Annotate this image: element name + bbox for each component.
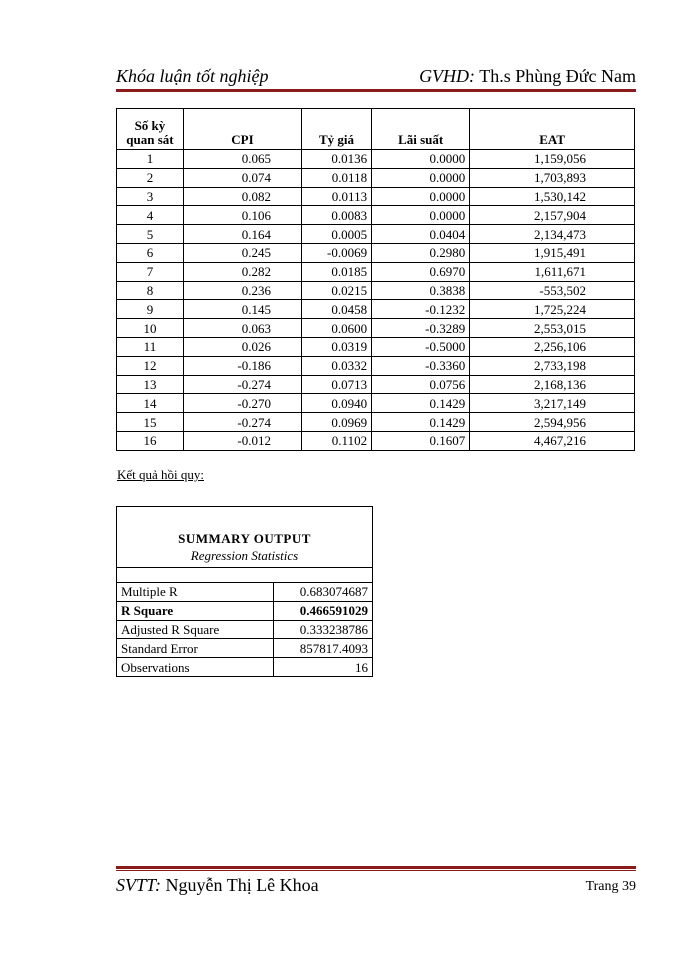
cell-eat: 1,159,056 — [470, 150, 635, 169]
summary-row — [117, 583, 373, 602]
cell-eat: 3,217,149 — [470, 394, 635, 413]
cell-observation: 13 — [117, 375, 184, 394]
table-row — [117, 300, 635, 319]
cell-eat: 2,256,106 — [470, 337, 635, 356]
col-header-exchange-rate: Tỷ giá — [302, 109, 372, 150]
cell-observation: 10 — [117, 319, 184, 338]
summary-label: Multiple R — [117, 583, 274, 602]
cell-cpi: -0.012 — [183, 431, 301, 450]
col-header-interest-rate: Lãi suất — [372, 109, 470, 150]
cell-interest-rate: 0.0756 — [372, 375, 470, 394]
cell-cpi: -0.274 — [183, 375, 301, 394]
regression-caption: Kết quả hồi quy: — [117, 467, 205, 482]
cell-eat: 1,703,893 — [470, 168, 635, 187]
table-row — [117, 187, 635, 206]
cell-interest-rate: 0.3838 — [372, 281, 470, 300]
cell-cpi: 0.245 — [183, 243, 301, 262]
cell-observation: 8 — [117, 281, 184, 300]
cell-cpi: 0.063 — [183, 319, 301, 338]
cell-exchange-rate: 0.0083 — [302, 206, 372, 225]
student — [116, 875, 319, 896]
cell-exchange-rate: 0.0940 — [302, 394, 372, 413]
page-number: Trang 39 — [585, 879, 636, 894]
cell-interest-rate: 0.0000 — [372, 150, 470, 169]
cell-interest-rate: 0.1429 — [372, 413, 470, 432]
student-label: SVTT: — [116, 875, 162, 895]
cell-eat: 1,530,142 — [470, 187, 635, 206]
cell-interest-rate: 0.1429 — [372, 394, 470, 413]
cell-eat: 2,733,198 — [470, 356, 635, 375]
cell-cpi: 0.065 — [183, 150, 301, 169]
cell-interest-rate: 0.1607 — [372, 431, 470, 450]
cell-interest-rate: 0.2980 — [372, 243, 470, 262]
cell-cpi: 0.236 — [183, 281, 301, 300]
student-name: Nguyễn Thị Lê Khoa — [165, 875, 319, 895]
supervisor — [419, 66, 636, 87]
summary-row — [117, 601, 373, 620]
cell-exchange-rate: 0.1102 — [302, 431, 372, 450]
col-header-cpi: CPI — [183, 109, 301, 150]
cell-exchange-rate: 0.0319 — [302, 337, 372, 356]
page-footer — [116, 873, 636, 897]
summary-label: Observations — [117, 658, 274, 677]
table-row — [117, 431, 635, 450]
summary-spacer — [117, 568, 373, 583]
cell-eat: 1,725,224 — [470, 300, 635, 319]
col-header-observation: Số kỳ quan sát — [117, 109, 184, 150]
cell-interest-rate: -0.1232 — [372, 300, 470, 319]
cell-observation: 2 — [117, 168, 184, 187]
cell-interest-rate: -0.3360 — [372, 356, 470, 375]
cell-interest-rate: -0.3289 — [372, 319, 470, 338]
cell-cpi: -0.186 — [183, 356, 301, 375]
cell-cpi: 0.082 — [183, 187, 301, 206]
cell-exchange-rate: 0.0113 — [302, 187, 372, 206]
table-header-row — [117, 109, 635, 150]
cell-observation: 9 — [117, 300, 184, 319]
cell-observation: 11 — [117, 337, 184, 356]
cell-cpi: 0.074 — [183, 168, 301, 187]
summary-label: R Square — [117, 601, 274, 620]
cell-observation: 16 — [117, 431, 184, 450]
cell-observation: 14 — [117, 394, 184, 413]
table-row — [117, 375, 635, 394]
footer-rule-thick — [116, 866, 636, 869]
cell-interest-rate: 0.0404 — [372, 225, 470, 244]
cell-observation: 7 — [117, 262, 184, 281]
cell-cpi: 0.145 — [183, 300, 301, 319]
cell-interest-rate: 0.0000 — [372, 168, 470, 187]
summary-label: Adjusted R Square — [117, 620, 274, 639]
cell-cpi: 0.282 — [183, 262, 301, 281]
table-row — [117, 262, 635, 281]
cell-eat: 2,157,904 — [470, 206, 635, 225]
summary-row — [117, 620, 373, 639]
table-row — [117, 281, 635, 300]
cell-cpi: -0.270 — [183, 394, 301, 413]
page-header — [116, 64, 636, 88]
cell-exchange-rate: 0.0600 — [302, 319, 372, 338]
summary-value: 857817.4093 — [274, 639, 373, 658]
cell-observation: 15 — [117, 413, 184, 432]
summary-value: 16 — [274, 658, 373, 677]
cell-cpi: 0.164 — [183, 225, 301, 244]
data-table — [116, 108, 635, 451]
summary-subtitle: Regression Statistics — [117, 547, 373, 568]
cell-observation: 3 — [117, 187, 184, 206]
cell-eat: 2,134,473 — [470, 225, 635, 244]
table-row — [117, 168, 635, 187]
footer-rule-thin — [116, 870, 636, 871]
cell-eat: 1,915,491 — [470, 243, 635, 262]
cell-exchange-rate: 0.0136 — [302, 150, 372, 169]
cell-cpi: -0.274 — [183, 413, 301, 432]
summary-row — [117, 639, 373, 658]
table-row — [117, 356, 635, 375]
cell-eat: 2,168,136 — [470, 375, 635, 394]
cell-exchange-rate: 0.0118 — [302, 168, 372, 187]
summary-output-table — [116, 506, 373, 677]
cell-observation: 1 — [117, 150, 184, 169]
table-row — [117, 150, 635, 169]
cell-interest-rate: 0.0000 — [372, 187, 470, 206]
supervisor-label: GVHD: — [419, 66, 476, 86]
table-row — [117, 337, 635, 356]
cell-exchange-rate: 0.0005 — [302, 225, 372, 244]
summary-title: SUMMARY OUTPUT — [117, 507, 373, 548]
header-rule — [116, 89, 636, 92]
cell-interest-rate: 0.0000 — [372, 206, 470, 225]
cell-exchange-rate: -0.0069 — [302, 243, 372, 262]
table-row — [117, 243, 635, 262]
cell-interest-rate: 0.6970 — [372, 262, 470, 281]
cell-eat: 1,611,671 — [470, 262, 635, 281]
cell-eat: 4,467,216 — [470, 431, 635, 450]
cell-observation: 4 — [117, 206, 184, 225]
cell-cpi: 0.106 — [183, 206, 301, 225]
cell-exchange-rate: 0.0185 — [302, 262, 372, 281]
summary-value: 0.333238786 — [274, 620, 373, 639]
summary-label: Standard Error — [117, 639, 274, 658]
cell-observation: 6 — [117, 243, 184, 262]
cell-eat: -553,502 — [470, 281, 635, 300]
table-row — [117, 225, 635, 244]
cell-exchange-rate: 0.0969 — [302, 413, 372, 432]
cell-cpi: 0.026 — [183, 337, 301, 356]
table-row — [117, 319, 635, 338]
table-row — [117, 394, 635, 413]
cell-eat: 2,594,956 — [470, 413, 635, 432]
cell-exchange-rate: 0.0332 — [302, 356, 372, 375]
summary-value: 0.466591029 — [274, 601, 373, 620]
cell-eat: 2,553,015 — [470, 319, 635, 338]
document-title: Khóa luận tốt nghiệp — [116, 66, 269, 86]
cell-exchange-rate: 0.0458 — [302, 300, 372, 319]
table-row — [117, 206, 635, 225]
summary-row — [117, 658, 373, 677]
table-row — [117, 413, 635, 432]
summary-value: 0.683074687 — [274, 583, 373, 602]
cell-observation: 12 — [117, 356, 184, 375]
cell-exchange-rate: 0.0713 — [302, 375, 372, 394]
col-header-eat: EAT — [470, 109, 635, 150]
supervisor-name: Th.s Phùng Đức Nam — [479, 66, 636, 86]
cell-interest-rate: -0.5000 — [372, 337, 470, 356]
cell-exchange-rate: 0.0215 — [302, 281, 372, 300]
cell-observation: 5 — [117, 225, 184, 244]
